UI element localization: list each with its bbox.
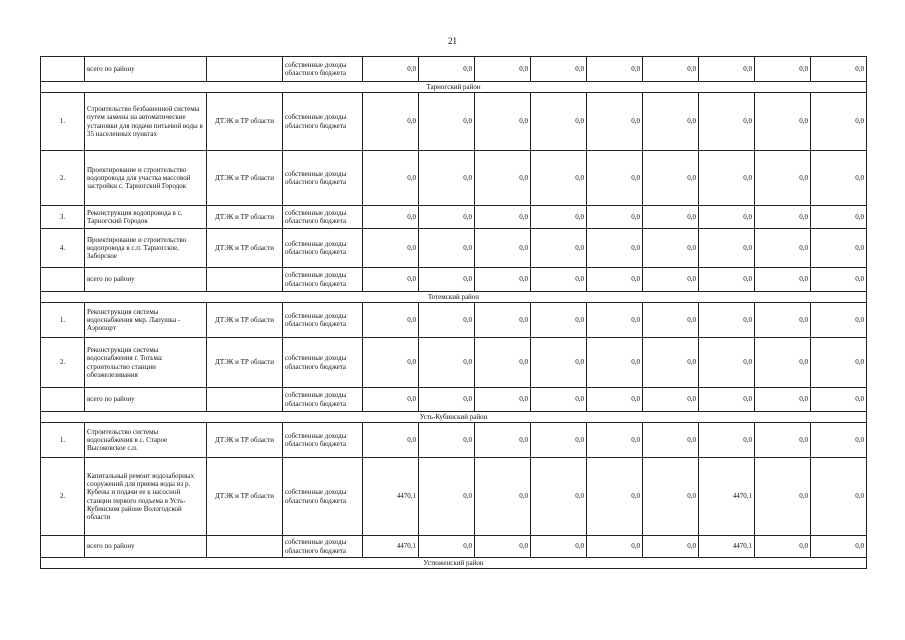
- row-number: 1.: [41, 303, 85, 338]
- executor: ДТЭК и ТР области: [207, 423, 283, 458]
- budget-table: [40, 56, 867, 569]
- amount-cell: 0,0: [699, 229, 755, 268]
- amount-cell: 0,0: [531, 423, 587, 458]
- amount-cell: 0,0: [755, 57, 811, 82]
- measure-name: Проектирование и строительство водопровода для участка массовой застройки с. Тарногский Городок: [85, 151, 207, 206]
- funding-source: собственные доходы областного бюджета: [283, 93, 363, 151]
- measure-name: Строительство безбашенной системы путем замены на автоматические установки для подачи питьевой воды в 35 населенных пунктах: [85, 93, 207, 151]
- funding-source: собственные доходы областного бюджета: [283, 303, 363, 338]
- row-number: 4.: [41, 229, 85, 268]
- amount-cell: 0,0: [419, 423, 475, 458]
- amount-cell: 0,0: [755, 303, 811, 338]
- amount-cell: 4470,1: [363, 536, 419, 558]
- amount-cell: 0,0: [531, 303, 587, 338]
- amount-cell: 0,0: [475, 303, 531, 338]
- amount-cell: 0,0: [755, 206, 811, 229]
- executor: ДТЭК и ТР области: [207, 229, 283, 268]
- executor: [207, 536, 283, 558]
- amount-cell: 0,0: [643, 206, 699, 229]
- amount-cell: 0,0: [699, 151, 755, 206]
- amount-cell: 0,0: [587, 303, 643, 338]
- measure-name: Реконструкция водопровода в с. Тарногский Городок: [85, 206, 207, 229]
- table-row: [41, 151, 867, 206]
- amount-cell: 0,0: [531, 151, 587, 206]
- row-number: [41, 268, 85, 292]
- amount-cell: 0,0: [811, 151, 867, 206]
- executor: ДТЭК и ТР области: [207, 458, 283, 536]
- funding-source: собственные доходы областного бюджета: [283, 388, 363, 412]
- amount-cell: 0,0: [419, 229, 475, 268]
- amount-cell: 0,0: [531, 338, 587, 388]
- amount-cell: 0,0: [531, 57, 587, 82]
- amount-cell: 0,0: [811, 388, 867, 412]
- amount-cell: 0,0: [643, 303, 699, 338]
- amount-cell: 0,0: [811, 303, 867, 338]
- executor: ДТЭК и ТР области: [207, 338, 283, 388]
- amount-cell: 0,0: [475, 57, 531, 82]
- amount-cell: 0,0: [643, 423, 699, 458]
- funding-source: собственные доходы областного бюджета: [283, 458, 363, 536]
- amount-cell: 0,0: [811, 229, 867, 268]
- amount-cell: 0,0: [643, 388, 699, 412]
- funding-source: собственные доходы областного бюджета: [283, 536, 363, 558]
- amount-cell: 0,0: [531, 229, 587, 268]
- amount-cell: 0,0: [363, 93, 419, 151]
- measure-name: Проектирование и строительство водопровода в с.п. Тарногское, Заборское: [85, 229, 207, 268]
- amount-cell: 0,0: [811, 206, 867, 229]
- table-row: [41, 229, 867, 268]
- amount-cell: 0,0: [587, 458, 643, 536]
- funding-source: собственные доходы областного бюджета: [283, 423, 363, 458]
- amount-cell: 0,0: [755, 458, 811, 536]
- amount-cell: 0,0: [643, 338, 699, 388]
- district-total-row: [41, 536, 867, 558]
- amount-cell: 0,0: [363, 57, 419, 82]
- amount-cell: 0,0: [419, 93, 475, 151]
- amount-cell: 4470,1: [699, 536, 755, 558]
- amount-cell: 0,0: [643, 57, 699, 82]
- amount-cell: 0,0: [699, 57, 755, 82]
- amount-cell: 0,0: [699, 268, 755, 292]
- amount-cell: 0,0: [419, 268, 475, 292]
- district-header-row: [41, 412, 867, 423]
- measure-name: всего по району: [85, 268, 207, 292]
- amount-cell: 0,0: [643, 229, 699, 268]
- row-number: [41, 536, 85, 558]
- measure-name: Реконструкция системы водоснабжения г. Тотьма: строительство станции обезжелезивания: [85, 338, 207, 388]
- amount-cell: 0,0: [419, 151, 475, 206]
- amount-cell: 0,0: [755, 536, 811, 558]
- amount-cell: 0,0: [699, 388, 755, 412]
- amount-cell: 0,0: [811, 423, 867, 458]
- measure-name: всего по району: [85, 57, 207, 82]
- amount-cell: 0,0: [363, 206, 419, 229]
- amount-cell: 0,0: [531, 268, 587, 292]
- amount-cell: 0,0: [419, 458, 475, 536]
- amount-cell: 0,0: [755, 229, 811, 268]
- amount-cell: 0,0: [419, 338, 475, 388]
- measure-name: всего по району: [85, 536, 207, 558]
- row-number: 2.: [41, 151, 85, 206]
- amount-cell: 0,0: [419, 57, 475, 82]
- district-header-row: [41, 558, 867, 569]
- amount-cell: 0,0: [699, 423, 755, 458]
- amount-cell: 0,0: [587, 229, 643, 268]
- table-row: [41, 338, 867, 388]
- amount-cell: 0,0: [699, 338, 755, 388]
- funding-source: собственные доходы областного бюджета: [283, 151, 363, 206]
- amount-cell: 0,0: [475, 536, 531, 558]
- row-number: 1.: [41, 93, 85, 151]
- executor: ДТЭК и ТР области: [207, 206, 283, 229]
- executor: [207, 268, 283, 292]
- amount-cell: 0,0: [755, 338, 811, 388]
- amount-cell: 0,0: [587, 423, 643, 458]
- amount-cell: 0,0: [475, 423, 531, 458]
- amount-cell: 0,0: [811, 338, 867, 388]
- amount-cell: 0,0: [475, 229, 531, 268]
- amount-cell: 0,0: [363, 229, 419, 268]
- amount-cell: 0,0: [531, 388, 587, 412]
- amount-cell: 0,0: [587, 388, 643, 412]
- amount-cell: 0,0: [363, 388, 419, 412]
- executor: ДТЭК и ТР области: [207, 151, 283, 206]
- table-row: [41, 458, 867, 536]
- amount-cell: 0,0: [755, 388, 811, 412]
- amount-cell: 0,0: [475, 93, 531, 151]
- amount-cell: 0,0: [363, 268, 419, 292]
- row-number: 2.: [41, 338, 85, 388]
- funding-source: собственные доходы областного бюджета: [283, 229, 363, 268]
- amount-cell: 0,0: [363, 423, 419, 458]
- amount-cell: 0,0: [755, 423, 811, 458]
- table-row: [41, 303, 867, 338]
- amount-cell: 0,0: [811, 268, 867, 292]
- district-header-row: [41, 82, 867, 93]
- executor: [207, 388, 283, 412]
- amount-cell: 0,0: [587, 536, 643, 558]
- amount-cell: 0,0: [531, 206, 587, 229]
- amount-cell: 0,0: [811, 57, 867, 82]
- amount-cell: 4470,1: [363, 458, 419, 536]
- amount-cell: 0,0: [419, 206, 475, 229]
- amount-cell: 0,0: [587, 338, 643, 388]
- executor: ДТЭК и ТР области: [207, 303, 283, 338]
- executor: [207, 57, 283, 82]
- funding-source: собственные доходы областного бюджета: [283, 57, 363, 82]
- amount-cell: 0,0: [419, 388, 475, 412]
- amount-cell: 0,0: [755, 151, 811, 206]
- amount-cell: 0,0: [363, 338, 419, 388]
- amount-cell: 0,0: [587, 151, 643, 206]
- amount-cell: 0,0: [643, 93, 699, 151]
- measure-name: Реконструкция системы водоснабжения мкр. Лапушка - Аэропорт: [85, 303, 207, 338]
- funding-source: собственные доходы областного бюджета: [283, 338, 363, 388]
- amount-cell: 0,0: [699, 303, 755, 338]
- amount-cell: 0,0: [531, 93, 587, 151]
- measure-name: Строительство системы водоснабжения в с. Старое Высоковское с.п.: [85, 423, 207, 458]
- amount-cell: 0,0: [587, 206, 643, 229]
- measure-name: Капитальный ремонт водозаборных сооружений для приема воды из р. Кубены и подачи ее к насосной станции первого подъема в Усть-Кубинском районе Вологодской области: [85, 458, 207, 536]
- amount-cell: 0,0: [363, 303, 419, 338]
- amount-cell: 0,0: [587, 268, 643, 292]
- amount-cell: 0,0: [363, 151, 419, 206]
- amount-cell: 0,0: [419, 303, 475, 338]
- funding-source: собственные доходы областного бюджета: [283, 268, 363, 292]
- amount-cell: 0,0: [587, 57, 643, 82]
- amount-cell: 0,0: [643, 458, 699, 536]
- amount-cell: 0,0: [811, 458, 867, 536]
- amount-cell: 0,0: [475, 458, 531, 536]
- amount-cell: 0,0: [475, 206, 531, 229]
- page-number: 21: [448, 36, 457, 46]
- amount-cell: 0,0: [755, 93, 811, 151]
- amount-cell: 0,0: [755, 268, 811, 292]
- district-total-row: [41, 268, 867, 292]
- amount-cell: 0,0: [531, 458, 587, 536]
- row-number: 3.: [41, 206, 85, 229]
- district-title: Тарногский район: [41, 82, 867, 93]
- amount-cell: 0,0: [419, 536, 475, 558]
- amount-cell: 0,0: [811, 536, 867, 558]
- district-total-row: [41, 57, 867, 82]
- amount-cell: 0,0: [531, 536, 587, 558]
- amount-cell: 0,0: [643, 151, 699, 206]
- amount-cell: 0,0: [475, 268, 531, 292]
- amount-cell: 0,0: [475, 388, 531, 412]
- row-number: [41, 388, 85, 412]
- table-row: [41, 206, 867, 229]
- district-total-row: [41, 388, 867, 412]
- amount-cell: 0,0: [475, 338, 531, 388]
- row-number: 2.: [41, 458, 85, 536]
- table-row: [41, 93, 867, 151]
- row-number: 1.: [41, 423, 85, 458]
- district-title: Тотемский район: [41, 292, 867, 303]
- amount-cell: 0,0: [587, 93, 643, 151]
- amount-cell: 0,0: [643, 536, 699, 558]
- amount-cell: 0,0: [475, 151, 531, 206]
- district-title: Усть-Кубинский район: [41, 412, 867, 423]
- district-header-row: [41, 292, 867, 303]
- funding-source: собственные доходы областного бюджета: [283, 206, 363, 229]
- row-number: [41, 57, 85, 82]
- amount-cell: 0,0: [699, 206, 755, 229]
- amount-cell: 0,0: [643, 268, 699, 292]
- amount-cell: 0,0: [811, 93, 867, 151]
- executor: ДТЭК и ТР области: [207, 93, 283, 151]
- amount-cell: 4470,1: [699, 458, 755, 536]
- measure-name: всего по району: [85, 388, 207, 412]
- district-title: Устюженский район: [41, 558, 867, 569]
- table-row: [41, 423, 867, 458]
- amount-cell: 0,0: [699, 93, 755, 151]
